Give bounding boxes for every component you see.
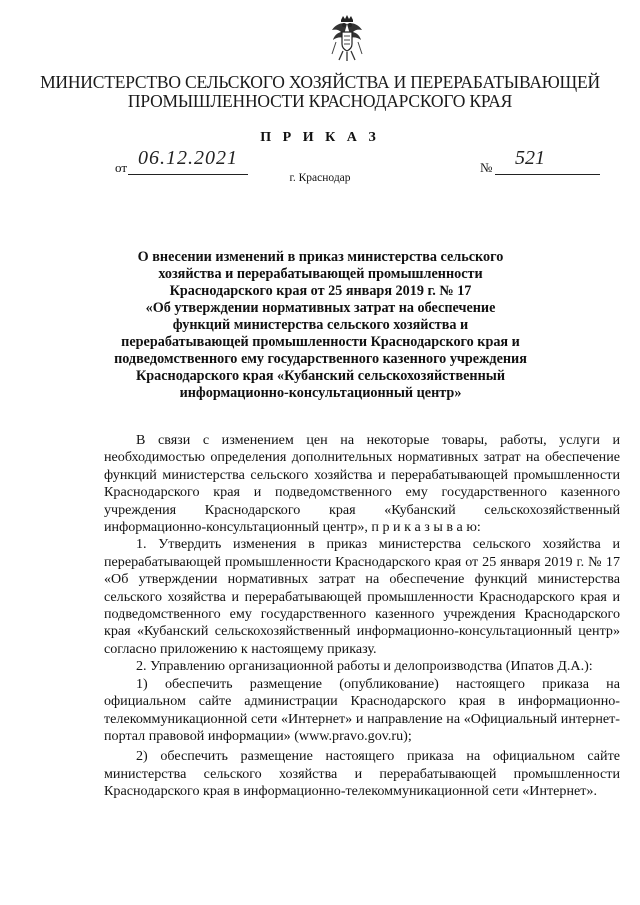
order-number: 521 [515,147,545,169]
body-paragraph-item2: 2. Управлению организационной работы и делопроизводства (Ипатов Д.А.): [136,658,593,675]
date-prefix: от [115,160,128,175]
body-paragraph-preamble: В связи с изменением цен на некоторые товары, работы, услуги и необходимостью определения дополнительных нормативных затрат на обеспечение функций министерства сельского хозяйства и перерабатывающей промышленности Краснодарского края и подведомственного ему государственного казенного учреждения Краснодарского края «Кубанский сельскохозяйственный информационно-консультационный центр», п р и к а з ы в а ю: [104,432,620,536]
number-prefix: № [480,160,493,175]
subject-line: Краснодарского края «Кубанский сельскохозяйственный [135,368,506,384]
city: г. Краснодар [289,172,351,184]
order-date: 06.12.2021 [138,147,238,169]
subject-line: информационно-консультационный центр» [179,385,462,401]
subject-line: хозяйства и перерабатывающей промышленности [158,266,483,282]
ministry-name-line1: МИНИСТЕРСТВО СЕЛЬСКОГО ХОЗЯЙСТВА И ПЕРЕРАБАТЫВАЮЩЕЙ [40,72,600,92]
subject-line: подведомственного ему государственного казенного учреждения [114,351,527,367]
document-type-title: П Р И К А З [260,130,380,145]
subject-line: О внесении изменений в приказ министерства сельского [137,249,504,265]
body-paragraph-item1: 1. Утвердить изменения в приказ министерства сельского хозяйства и перерабатывающей промышленности Краснодарского края от 25 января 2019 г. № 17 «Об утверждении нормативных затрат на обеспечение функций министерства сельского хозяйства и перерабатывающей промышленности Краснодарского края и подведомственного ему государственного казенного учреждения Краснодарского края «Кубанский сельскохозяйственный информационно-консультационный центр» согласно приложению к настоящему приказу. [104,536,620,657]
body-paragraph-subitem2: 2) обеспечить размещение настоящего приказа на официальном сайте министерства сельского хозяйства и перерабатывающей промышленности Краснодарского края в информационно-телекоммуникационной сети «Интернет». [104,748,620,800]
order-body [104,432,620,801]
body-paragraph-subitem1: 1) обеспечить размещение (опубликование) настоящего приказа на официальном сайте администрации Краснодарского края в информационно-телекоммуникационной сети «Интернет» и направление на «Официальный интернет-портал правовой информации» (www.pravo.gov.ru); [104,675,620,744]
subject-line: функций министерства сельского хозяйства и [172,317,469,333]
subject-line: Краснодарского края от 25 января 2019 г. № 17 [169,283,472,299]
order-subject [108,249,533,402]
coat-of-arms-emblem [330,14,364,62]
ministry-name-line2: ПРОМЫШЛЕННОСТИ КРАСНОДАРСКОГО КРАЯ [127,91,513,111]
subject-line: перерабатывающей промышленности Краснодарского края и [121,334,520,350]
subject-line: «Об утверждении нормативных затрат на обеспечение [145,300,496,316]
